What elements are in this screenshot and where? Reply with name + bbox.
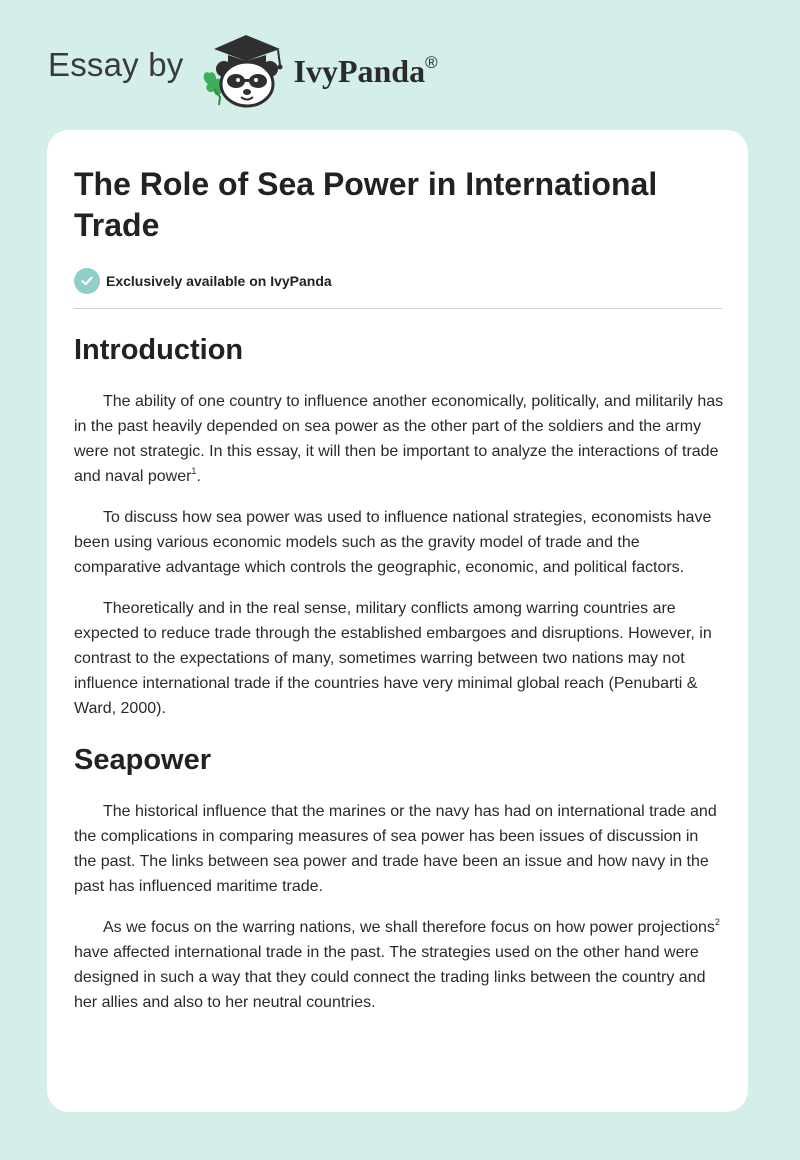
- paragraph: The historical influence that the marines or the navy has had on international trade and the complications in comparing measures of sea power has been issues of discussion in the past. The links between sea power and trade have been an issue and how navy in the past has influenced maritime trade.: [74, 803, 717, 895]
- paragraph: Theoretically and in the real sense, military conflicts among warring countries are expected to reduce trade through the established embargoes and disruptions. However, in contrast to the expectations of many, sometimes warring between two nations may not influence international trade if the countries have very minimal global reach (Penubarti & Ward, 2000).: [74, 600, 712, 717]
- checkmark-icon: [74, 268, 100, 294]
- article-card: [47, 130, 748, 1112]
- panda-logo-icon: [200, 29, 288, 111]
- exclusive-badge-label: Exclusively available on IvyPanda: [106, 273, 332, 289]
- title-divider: [74, 308, 722, 309]
- site-header: [48, 30, 438, 110]
- section-body-seapower: [74, 799, 722, 1015]
- paragraph: The ability of one country to influence another economically, politically, and militarily has in the past heavily depended on sea power as the other part of the soldiers and the army were not strategic. In this essay, it will then be important to analyze the interactions of trade and naval power$^1$.: [74, 393, 724, 485]
- section-heading-introduction: Introduction: [74, 334, 244, 366]
- footnote-ref[interactable]: 1: [191, 466, 197, 476]
- registered-mark: ®: [425, 52, 438, 72]
- section-heading-seapower: Seapower: [74, 744, 211, 776]
- brand-name: IvyPanda®: [293, 52, 438, 89]
- article-title: The Role of Sea Power in International Trade: [74, 166, 658, 243]
- exclusive-badge: [74, 268, 722, 294]
- paragraph: As we focus on the warring nations, we shall therefore focus on how power projections$^2$ have affected international trade in the past. The strategies used on the other hand were designed in such a way that they could connect the trading links between the country and her allies and also to her neutral countries.: [74, 917, 720, 1011]
- paragraph: To discuss how sea power was used to influence national strategies, economists have been using various economic models such as the gravity model of trade and the comparative advantage which controls the geographic, economic, and political factors.: [74, 509, 712, 576]
- section-body-introduction: [74, 389, 722, 721]
- footnote-ref[interactable]: 2: [714, 917, 720, 927]
- essay-by-label: Essay by: [48, 46, 184, 83]
